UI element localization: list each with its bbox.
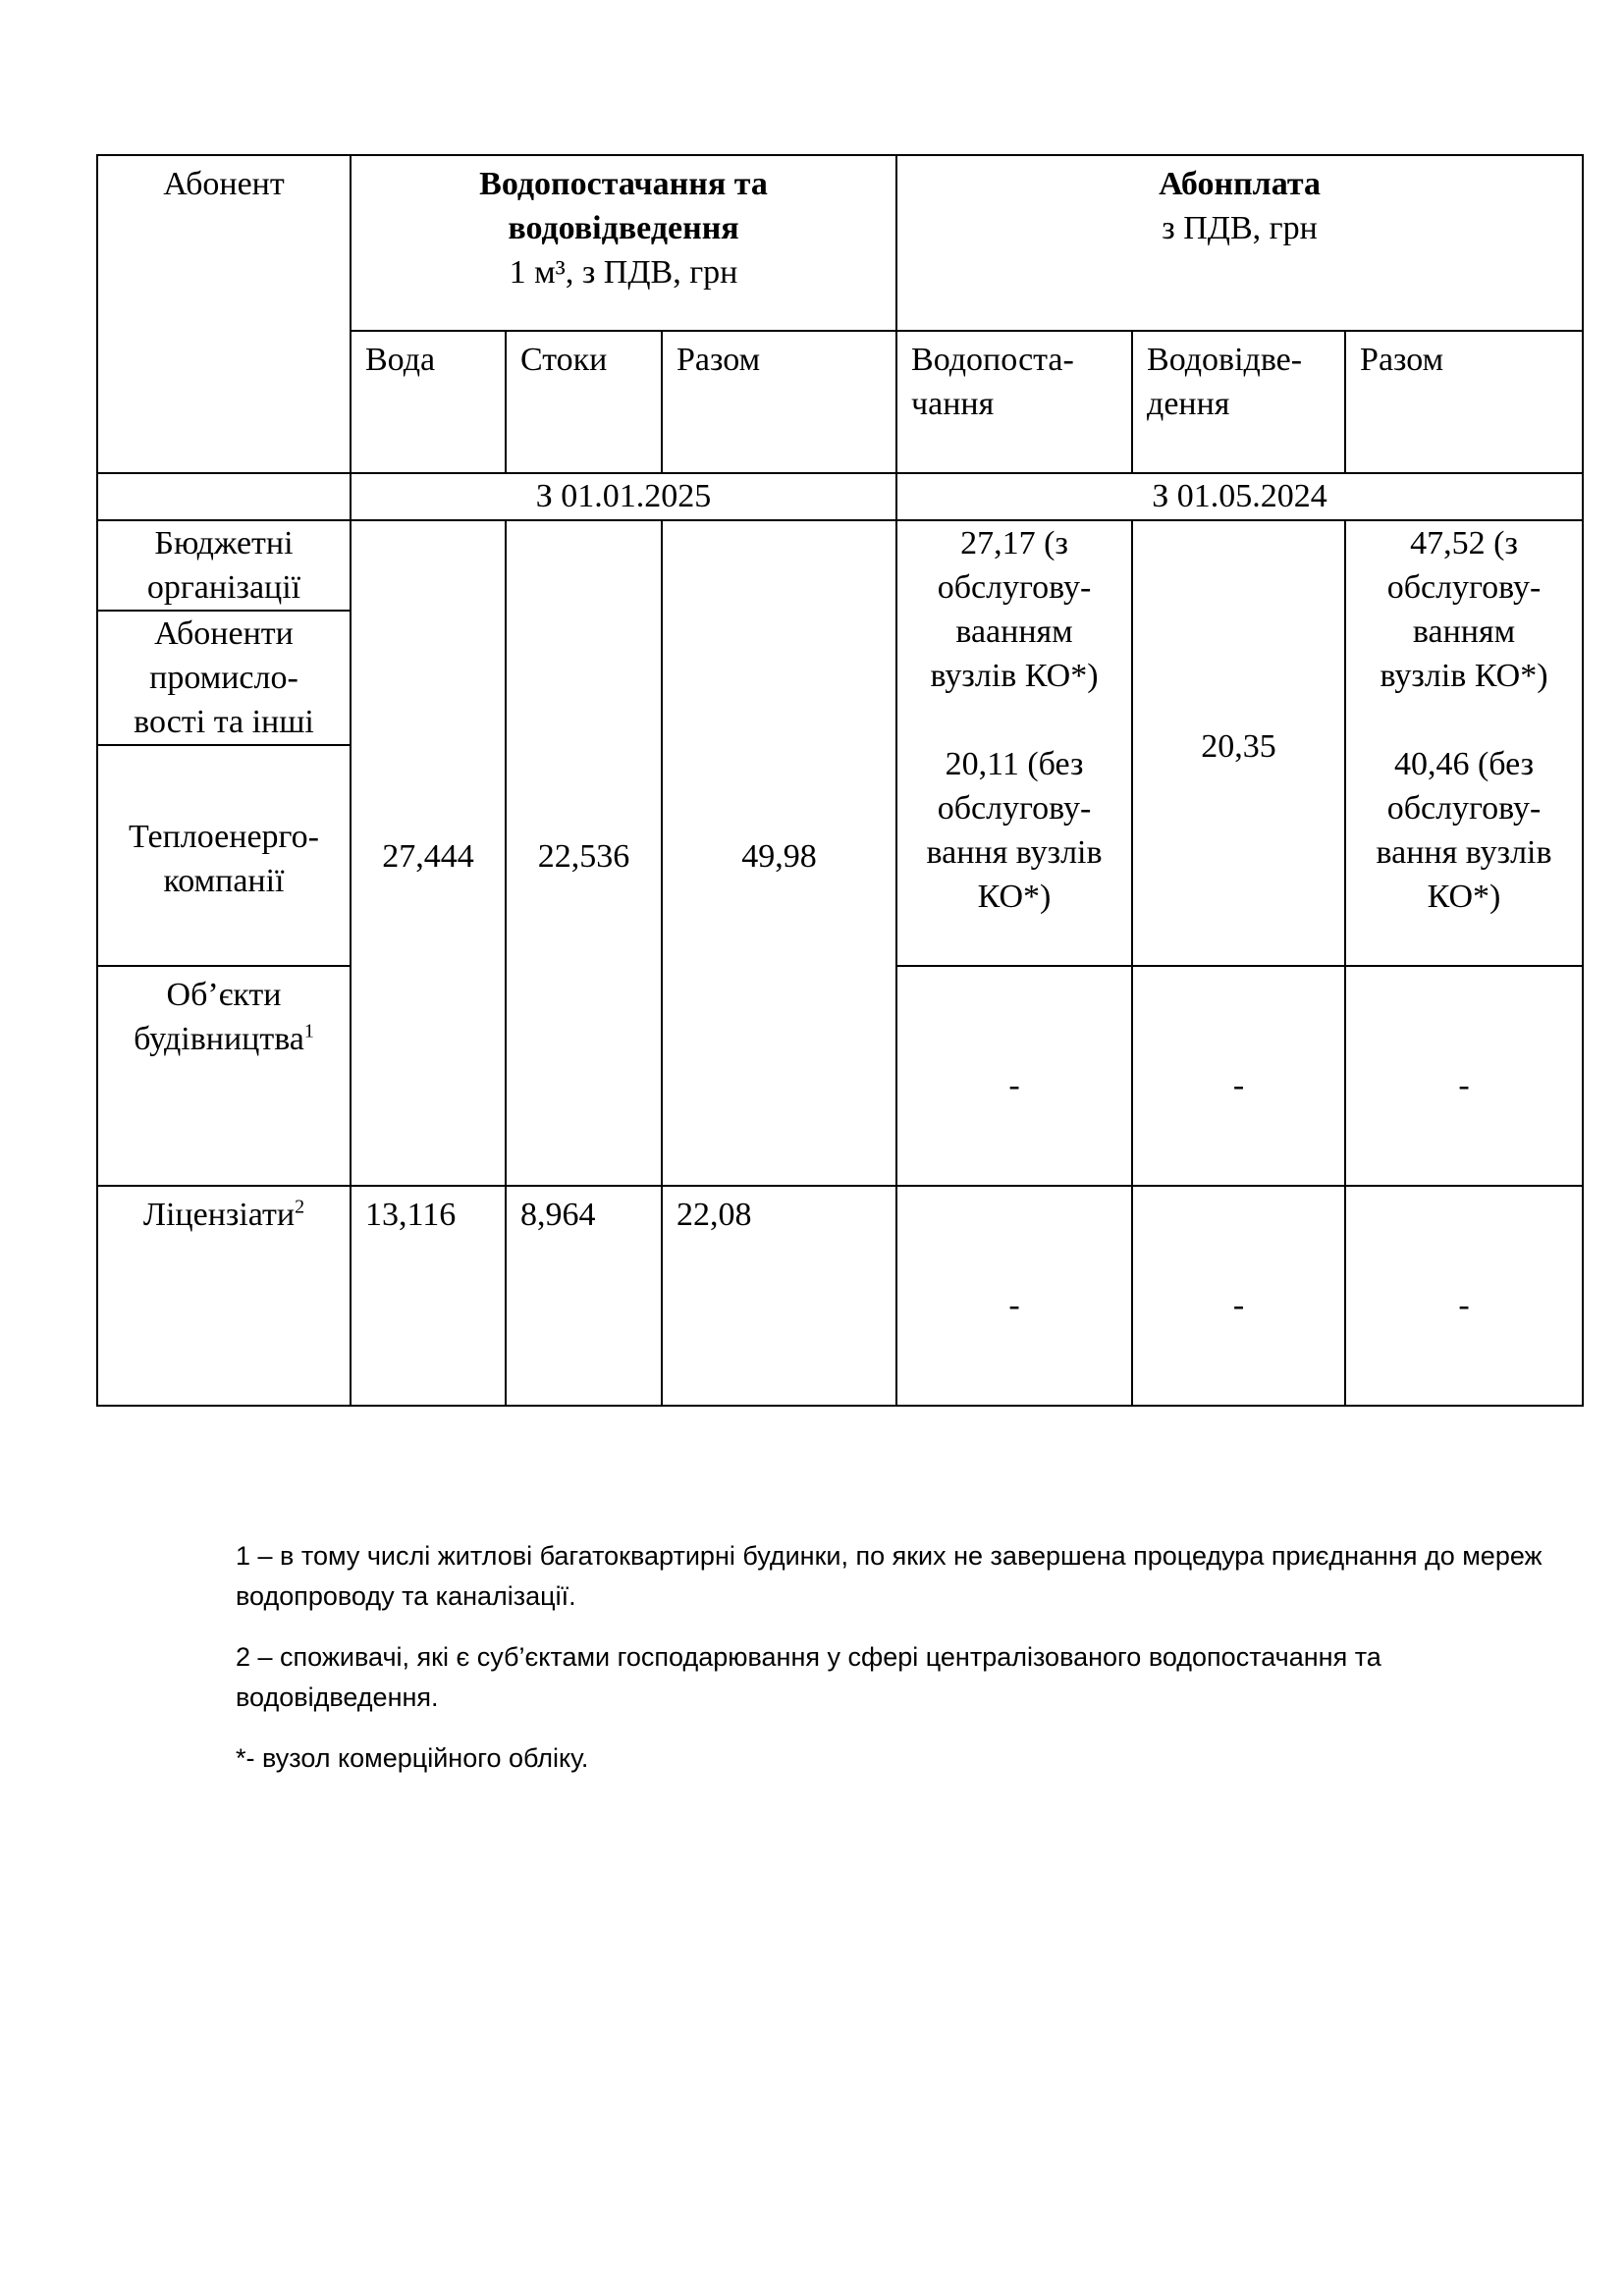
subscription-fee-title: Абонплата <box>1159 166 1321 202</box>
subscriber-header: Абонент <box>97 155 351 473</box>
subscription-fee-header <box>896 155 1583 331</box>
table-row <box>97 520 1583 611</box>
col-sewage-header: Стоки <box>506 331 662 473</box>
main-sewage-rate: 22,536 <box>506 520 662 1186</box>
group-industry: Абоненти промисло- вості та інші <box>97 611 351 745</box>
period-empty-cell <box>97 473 351 520</box>
col-fee-drainage-header: Водовідве- дення <box>1132 331 1345 473</box>
footnote-2: 2 – споживачі, які є суб’єктами господарювання у сфері централізованого водопостачання та водовідведення. <box>236 1642 1381 1712</box>
licensee-sewage-rate: 8,964 <box>506 1186 662 1406</box>
footnotes <box>236 1536 1551 1799</box>
footnote-asterisk: *- вузол комерційного обліку. <box>236 1743 589 1773</box>
group-construction: Об’єкти будівництва$^1$ <box>97 966 351 1186</box>
col-fee-supply-header: Водопоста- чання <box>896 331 1132 473</box>
table-row <box>97 1186 1583 1406</box>
main-water-rate: 27,444 <box>351 520 506 1186</box>
construction-fee-total: - <box>1345 966 1583 1186</box>
col-water-header: Вода <box>351 331 506 473</box>
tariff-table <box>96 154 1584 1407</box>
group-heat: Теплоенерго- компанії <box>97 745 351 966</box>
subscription-fee-unit: з ПДВ, грн <box>1162 210 1318 246</box>
water-tariff-title: Водопостачання та водовідведення <box>479 166 768 246</box>
water-period: З 01.01.2025 <box>351 473 896 520</box>
group-licensees: Ліцензіати$^2$ <box>97 1186 351 1406</box>
licensee-water-rate: 13,116 <box>351 1186 506 1406</box>
fee-period: З 01.05.2024 <box>896 473 1583 520</box>
licensee-fee-drainage: - <box>1132 1186 1345 1406</box>
main-total-rate: 49,98 <box>662 520 896 1186</box>
water-tariff-unit: 1 м³, з ПДВ, грн <box>509 254 738 291</box>
col-total-header: Разом <box>662 331 896 473</box>
main-fee-supply: 27,17 (з обслугову- ваанням вузлів КО*) 20,11 (без обслугову- вання вузлів КО*) <box>896 520 1132 966</box>
licensee-fee-supply: - <box>896 1186 1132 1406</box>
licensee-total-rate: 22,08 <box>662 1186 896 1406</box>
header-row <box>97 155 1583 331</box>
construction-fee-drainage: - <box>1132 966 1345 1186</box>
footnote-1: 1 – в тому числі житлові багатоквартирні будинки, по яких не завершена процедура приєднання до мереж водопроводу та каналізації. <box>236 1541 1543 1611</box>
footnote-mark: 1 <box>303 1020 314 1042</box>
main-fee-total: 47,52 (з обслугову- ванням вузлів КО*) 40,46 (без обслугову- вання вузлів КО*) <box>1345 520 1583 966</box>
main-fee-drainage: 20,35 <box>1132 520 1345 966</box>
col-fee-total-header: Разом <box>1345 331 1583 473</box>
construction-fee-supply: - <box>896 966 1132 1186</box>
licensee-fee-total: - <box>1345 1186 1583 1406</box>
period-row <box>97 473 1583 520</box>
group-budget: Бюджетні організації <box>97 520 351 611</box>
footnote-mark: 2 <box>295 1196 305 1218</box>
water-tariff-header <box>351 155 896 331</box>
